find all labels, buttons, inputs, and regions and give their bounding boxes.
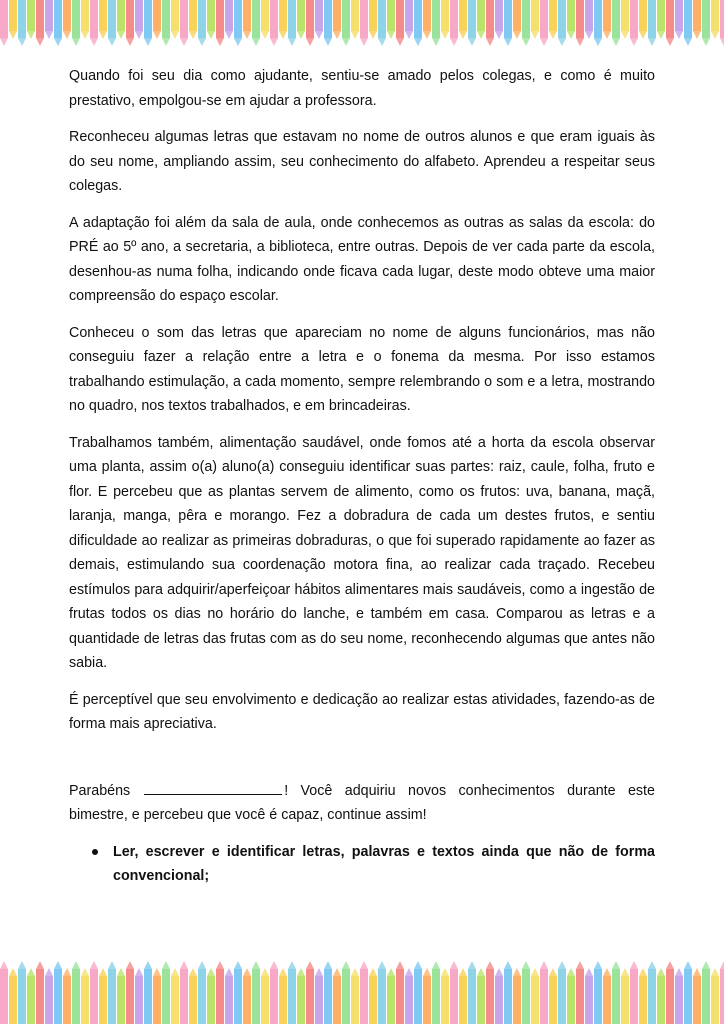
pencil-icon bbox=[711, 0, 719, 39]
pencil-icon bbox=[351, 0, 359, 39]
pencil-icon bbox=[513, 968, 521, 1024]
congratulations-paragraph bbox=[69, 779, 655, 828]
pencil-icon bbox=[414, 961, 422, 1024]
pencil-icon bbox=[99, 0, 107, 39]
paragraph: Reconheceu algumas letras que estavam no nome de outros alunos e que eram iguais às do seu nome, ampliando assim, seu conhecimento do alfabeto. Aprendeu a respeitar seus colegas. bbox=[69, 129, 655, 194]
list-item-text: Ler, escrever e identificar letras, palavras e textos ainda que não de forma convencional; bbox=[113, 843, 655, 884]
pencil-icon bbox=[531, 968, 539, 1024]
pencil-icon bbox=[54, 0, 62, 46]
pencil-icon bbox=[387, 0, 395, 39]
pencil-icon bbox=[360, 961, 368, 1024]
pencil-icon bbox=[180, 0, 188, 46]
pencil-icon bbox=[153, 968, 161, 1024]
pencil-icon bbox=[657, 968, 665, 1024]
pencil-icon bbox=[252, 0, 260, 46]
pencil-icon bbox=[567, 0, 575, 39]
pencil-icon bbox=[243, 968, 251, 1024]
pencil-icon bbox=[459, 968, 467, 1024]
pencil-icon bbox=[315, 968, 323, 1024]
pencil-icon bbox=[90, 0, 98, 46]
pencil-icon bbox=[693, 0, 701, 39]
pencil-icon bbox=[261, 0, 269, 39]
pencil-icon bbox=[27, 968, 35, 1024]
pencil-icon bbox=[603, 0, 611, 39]
pencil-icon bbox=[216, 0, 224, 46]
pencil-icon bbox=[639, 0, 647, 39]
list-item bbox=[113, 840, 655, 889]
pencil-icon bbox=[369, 0, 377, 39]
pencil-icon bbox=[342, 0, 350, 46]
pencil-icon bbox=[72, 961, 80, 1024]
pencil-icon bbox=[270, 0, 278, 46]
pencil-icon bbox=[396, 961, 404, 1024]
pencil-icon bbox=[189, 0, 197, 39]
pencil-icon bbox=[198, 961, 206, 1024]
pencil-icon bbox=[18, 961, 26, 1024]
pencil-icon bbox=[396, 0, 404, 46]
pencil-border-top bbox=[0, 0, 724, 52]
pencil-icon bbox=[342, 961, 350, 1024]
pencil-icon bbox=[477, 968, 485, 1024]
pencil-icon bbox=[549, 968, 557, 1024]
pencil-icon bbox=[135, 0, 143, 39]
pencil-icon bbox=[108, 961, 116, 1024]
pencil-icon bbox=[108, 0, 116, 46]
pencil-icon bbox=[117, 0, 125, 39]
pencil-icon bbox=[261, 968, 269, 1024]
pencil-icon bbox=[432, 0, 440, 46]
pencil-icon bbox=[234, 0, 242, 46]
pencil-icon bbox=[324, 961, 332, 1024]
pencil-icon bbox=[711, 968, 719, 1024]
pencil-icon bbox=[531, 0, 539, 39]
pencil-icon bbox=[468, 961, 476, 1024]
pencil-icon bbox=[297, 0, 305, 39]
document-body bbox=[69, 64, 655, 889]
pencil-icon bbox=[252, 961, 260, 1024]
pencil-icon bbox=[0, 0, 8, 46]
pencil-icon bbox=[576, 0, 584, 46]
pencil-icon bbox=[117, 968, 125, 1024]
pencil-icon bbox=[603, 968, 611, 1024]
pencil-icon bbox=[351, 968, 359, 1024]
pencil-icon bbox=[45, 968, 53, 1024]
pencil-icon bbox=[702, 961, 710, 1024]
pencil-icon bbox=[441, 0, 449, 39]
pencil-icon bbox=[423, 0, 431, 39]
pencil-icon bbox=[99, 968, 107, 1024]
paragraph: Quando foi seu dia como ajudante, sentiu-se amado pelos colegas, e como é muito prestativo, empolgou-se em ajudar a professora. bbox=[69, 68, 655, 109]
pencil-icon bbox=[387, 968, 395, 1024]
pencil-icon bbox=[324, 0, 332, 46]
pencil-icon bbox=[288, 961, 296, 1024]
pencil-icon bbox=[234, 961, 242, 1024]
pencil-icon bbox=[81, 0, 89, 39]
pencil-icon bbox=[495, 0, 503, 39]
pencil-icon bbox=[135, 968, 143, 1024]
pencil-border-bottom bbox=[0, 955, 724, 1024]
pencil-icon bbox=[513, 0, 521, 39]
pencil-icon bbox=[369, 968, 377, 1024]
pencil-icon bbox=[27, 0, 35, 39]
pencil-icon bbox=[171, 0, 179, 39]
pencil-icon bbox=[612, 961, 620, 1024]
pencil-icon bbox=[459, 0, 467, 39]
paragraph: A adaptação foi além da sala de aula, onde conhecemos as outras as salas da escola: do PRÉ ao 5º ano, a secretaria, a biblioteca, entre outras. Depois de ver cada parte da escola, desenhou-as numa folha, indicando onde ficava cada lugar, deste modo obteve uma maior compreensão do espaço escolar. bbox=[69, 214, 655, 304]
pencil-icon bbox=[486, 961, 494, 1024]
skills-list bbox=[69, 840, 655, 889]
pencil-icon bbox=[144, 961, 152, 1024]
bullet-icon bbox=[92, 849, 98, 855]
pencil-icon bbox=[63, 0, 71, 39]
pencil-icon bbox=[414, 0, 422, 46]
pencil-icon bbox=[207, 0, 215, 39]
pencil-icon bbox=[630, 0, 638, 46]
pencil-icon bbox=[36, 0, 44, 46]
pencil-icon bbox=[432, 961, 440, 1024]
pencil-icon bbox=[675, 968, 683, 1024]
pencil-icon bbox=[279, 968, 287, 1024]
pencil-icon bbox=[378, 0, 386, 46]
pencil-icon bbox=[216, 961, 224, 1024]
pencil-icon bbox=[702, 0, 710, 46]
pencil-icon bbox=[405, 0, 413, 39]
pencil-icon bbox=[585, 0, 593, 39]
pencil-icon bbox=[126, 0, 134, 46]
pencil-icon bbox=[675, 0, 683, 39]
pencil-icon bbox=[180, 961, 188, 1024]
pencil-icon bbox=[720, 961, 724, 1024]
pencil-icon bbox=[540, 0, 548, 46]
pencil-icon bbox=[126, 961, 134, 1024]
pencil-icon bbox=[450, 961, 458, 1024]
pencil-icon bbox=[36, 961, 44, 1024]
pencil-icon bbox=[306, 961, 314, 1024]
pencil-icon bbox=[306, 0, 314, 46]
pencil-icon bbox=[441, 968, 449, 1024]
pencil-icon bbox=[18, 0, 26, 46]
pencil-icon bbox=[648, 0, 656, 46]
pencil-icon bbox=[666, 961, 674, 1024]
paragraph: É perceptível que seu envolvimento e dedicação ao realizar estas atividades, fazendo-as de forma mais apreciativa. bbox=[69, 691, 655, 732]
pencil-icon bbox=[558, 961, 566, 1024]
pencil-icon bbox=[288, 0, 296, 46]
pencil-icon bbox=[243, 0, 251, 39]
pencil-icon bbox=[549, 0, 557, 39]
pencil-icon bbox=[9, 968, 17, 1024]
pencil-icon bbox=[189, 968, 197, 1024]
pencil-icon bbox=[54, 961, 62, 1024]
paragraph: Conheceu o som das letras que apareciam no nome de alguns funcionários, mas não conseguiu fazer a relação entre a letra e o fonema da mesma. Por isso estamos trabalhando estimulação, a cada momento, sempre relembrando o som e a letra, mostrando no quadro, nos textos trabalhados, e em brincadeiras. bbox=[69, 324, 655, 414]
pencil-icon bbox=[558, 0, 566, 46]
pencil-icon bbox=[666, 0, 674, 46]
pencil-icon bbox=[540, 961, 548, 1024]
pencil-icon bbox=[162, 961, 170, 1024]
pencil-icon bbox=[360, 0, 368, 46]
pencil-icon bbox=[144, 0, 152, 46]
pencil-icon bbox=[639, 968, 647, 1024]
pencil-icon bbox=[315, 0, 323, 39]
pencil-icon bbox=[477, 0, 485, 39]
pencil-icon bbox=[486, 0, 494, 46]
pencil-icon bbox=[90, 961, 98, 1024]
pencil-icon bbox=[225, 968, 233, 1024]
congrats-start: Parabéns bbox=[69, 782, 131, 799]
pencil-icon bbox=[279, 0, 287, 39]
pencil-icon bbox=[45, 0, 53, 39]
pencil-icon bbox=[423, 968, 431, 1024]
pencil-icon bbox=[576, 961, 584, 1024]
pencil-icon bbox=[684, 0, 692, 46]
pencil-icon bbox=[162, 0, 170, 46]
pencil-icon bbox=[630, 961, 638, 1024]
pencil-icon bbox=[504, 961, 512, 1024]
pencil-icon bbox=[270, 961, 278, 1024]
pencil-icon bbox=[594, 961, 602, 1024]
pencil-icon bbox=[504, 0, 512, 46]
student-name-blank bbox=[144, 779, 282, 795]
pencil-icon bbox=[0, 961, 8, 1024]
pencil-icon bbox=[567, 968, 575, 1024]
pencil-icon bbox=[333, 968, 341, 1024]
pencil-icon bbox=[9, 0, 17, 39]
pencil-icon bbox=[693, 968, 701, 1024]
pencil-icon bbox=[72, 0, 80, 46]
pencil-icon bbox=[657, 0, 665, 39]
pencil-icon bbox=[684, 961, 692, 1024]
pencil-icon bbox=[81, 968, 89, 1024]
pencil-icon bbox=[720, 0, 724, 46]
pencil-icon bbox=[207, 968, 215, 1024]
pencil-icon bbox=[198, 0, 206, 46]
congrats-end: ! Você adquiriu novos conhecimentos durante este bimestre, e percebeu que você é capaz, continue assim! bbox=[69, 782, 655, 823]
pencil-icon bbox=[621, 968, 629, 1024]
pencil-icon bbox=[405, 968, 413, 1024]
pencil-icon bbox=[171, 968, 179, 1024]
pencil-icon bbox=[621, 0, 629, 39]
pencil-icon bbox=[585, 968, 593, 1024]
pencil-icon bbox=[153, 0, 161, 39]
pencil-icon bbox=[63, 968, 71, 1024]
pencil-icon bbox=[522, 0, 530, 46]
pencil-icon bbox=[522, 961, 530, 1024]
pencil-icon bbox=[450, 0, 458, 46]
pencil-icon bbox=[333, 0, 341, 39]
pencil-icon bbox=[612, 0, 620, 46]
pencil-icon bbox=[297, 968, 305, 1024]
pencil-icon bbox=[594, 0, 602, 46]
pencil-icon bbox=[495, 968, 503, 1024]
paragraph: Trabalhamos também, alimentação saudável, onde fomos até a horta da escola observar uma planta, assim o(a) aluno(a) conseguiu identificar suas partes: raiz, caule, folha, fruto e flor. E percebeu que as plantas servem de alimento, como os frutos: uva, banana, maçã, laranja, manga, pêra e morango. Fez a dobradura de cada um destes frutos, e sentiu dificuldade ao realizar as primeiras dobraduras, o que foi superado rapidamente ao fazer as demais, estimulando sua coordenação motora fina, ao realizar cada traçado. Recebeu estímulos para adquirir/aperfeiçoar hábitos alimentares mais saudáveis, como a ingestão de frutas todos os dias no horário do lanche, e também em casa. Comparou as letras e a quantidade de letras das frutas com as do seu nome, reconhecendo algumas que antes não sabia. bbox=[69, 434, 655, 671]
pencil-icon bbox=[648, 961, 656, 1024]
pencil-icon bbox=[225, 0, 233, 39]
pencil-icon bbox=[468, 0, 476, 46]
pencil-icon bbox=[378, 961, 386, 1024]
